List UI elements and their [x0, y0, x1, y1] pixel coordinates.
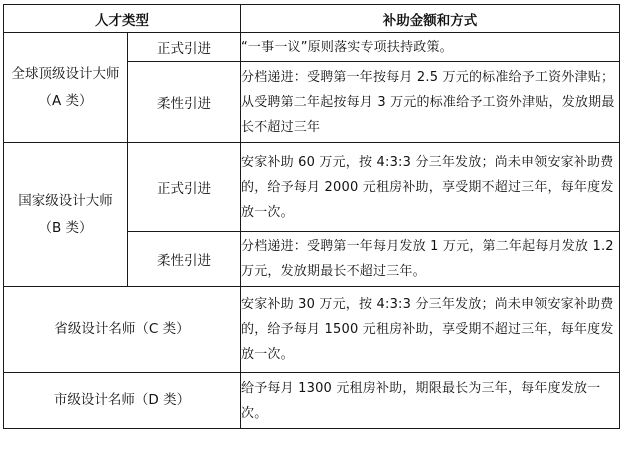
row-d-text: 给予每月 1300 元租房补助，期限最长为三年，每年度发放一次。 — [241, 373, 620, 429]
row-a-formal-text: “一事一议”原则落实专项扶持政策。 — [241, 33, 620, 62]
category-d-cell: 市级设计名师（D 类） — [4, 373, 241, 429]
row-b-formal — [4, 143, 620, 232]
row-a-flexible-label: 柔性引进 — [128, 62, 241, 143]
header-talent-type: 人才类型 — [4, 5, 241, 33]
row-c-text: 安家补助 30 万元，按 4:3:3 分三年发放；尚未申领安家补助费的，给予每月 1500 元租房补助，享受期不超过三年，每年度发放一次。 — [241, 287, 620, 373]
header-subsidy-method: 补助金额和方式 — [241, 5, 620, 33]
row-a-formal-label: 正式引进 — [128, 33, 241, 62]
header-row — [4, 5, 620, 33]
category-b-cell: 国家级设计大师（B 类） — [4, 143, 128, 287]
row-b-flexible-text: 分档递进：受聘第一年每月发放 1 万元，第二年起每月发放 1.2 万元，发放期最长不超过三年。 — [241, 232, 620, 287]
row-b-formal-text: 安家补助 60 万元，按 4:3:3 分三年发放；尚未申领安家补助费的，给予每月 2000 元租房补助，享受期不超过三年，每年度发放一次。 — [241, 143, 620, 232]
row-a-flexible-text: 分档递进：受聘第一年按每月 2.5 万元的标准给予工资外津贴；从受聘第二年起按每月 3 万元的标准给予工资外津贴，发放期最长不超过三年 — [241, 62, 620, 143]
row-a-formal — [4, 33, 620, 62]
row-b-flexible-label: 柔性引进 — [128, 232, 241, 287]
talent-subsidy-table — [3, 4, 620, 429]
row-d — [4, 373, 620, 429]
category-a-cell: 全球顶级设计大师（A 类） — [4, 33, 128, 143]
category-c-cell: 省级设计名师（C 类） — [4, 287, 241, 373]
row-c — [4, 287, 620, 373]
row-b-formal-label: 正式引进 — [128, 143, 241, 232]
